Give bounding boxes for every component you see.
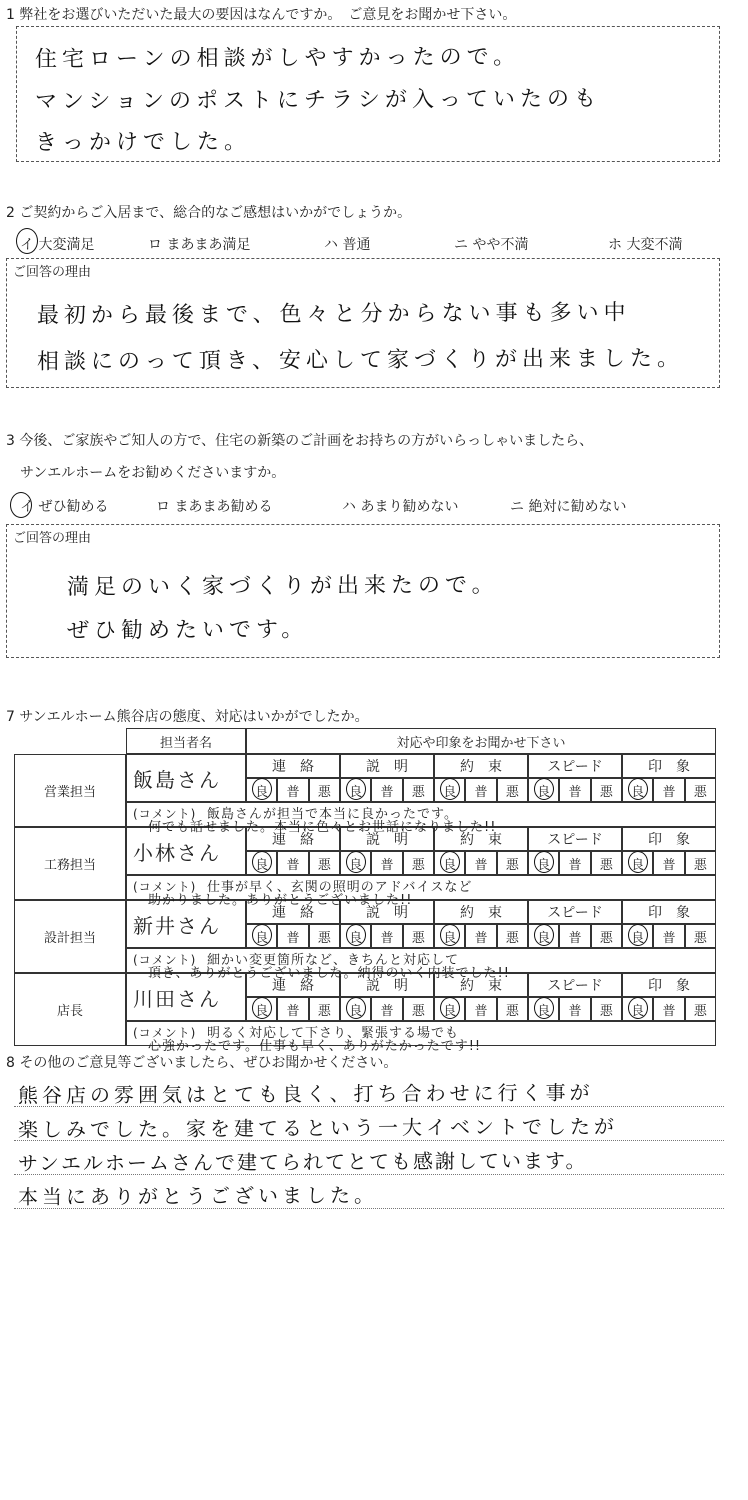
rating-cell[interactable]: 悪 bbox=[591, 924, 622, 948]
q3-question-line-2: サンエルホームをお勧めくださいますか。 bbox=[6, 465, 286, 481]
rating-cell[interactable]: 普 bbox=[559, 997, 590, 1021]
comment-label: (コメント) bbox=[133, 1026, 197, 1040]
q8-answer-line-2: 楽しみでした。家を建てるという一大イベントでしたが bbox=[17, 1114, 619, 1142]
q8-question: 8 その他のご意見等ございましたら、ぜひお聞かせください。 bbox=[6, 1055, 398, 1071]
q8-answer-line-3: サンエルホームさんで建てられてとても感謝しています。 bbox=[17, 1148, 588, 1176]
rating-cell[interactable]: 良 bbox=[340, 924, 371, 948]
q7-question: 7 サンエルホーム熊谷店の態度、対応はいかがでしたか。 bbox=[6, 709, 369, 725]
rating-cell[interactable]: 普 bbox=[559, 851, 590, 875]
rating-cell[interactable]: 良 bbox=[434, 778, 465, 802]
category-header: 説 明 bbox=[340, 973, 434, 997]
rating-cell[interactable]: 普 bbox=[277, 851, 308, 875]
rating-cell[interactable]: 普 bbox=[653, 997, 684, 1021]
comment-label: (コメント) bbox=[133, 807, 197, 821]
category-header: 連 絡 bbox=[246, 900, 340, 924]
q2-choice-5[interactable]: ホ 大変不満 bbox=[608, 237, 683, 253]
rating-cell[interactable]: 普 bbox=[465, 997, 496, 1021]
rating-cell[interactable]: 良 bbox=[434, 997, 465, 1021]
q3-answer-line-2: ぜひ勧めたいです。 bbox=[66, 617, 309, 644]
rating-cell[interactable]: 悪 bbox=[685, 924, 716, 948]
rating-cell[interactable]: 悪 bbox=[497, 924, 528, 948]
q1-answer-line-1: 住宅ローンの相談がしやすかったので。 bbox=[34, 44, 521, 73]
rating-cell[interactable]: 普 bbox=[465, 851, 496, 875]
rating-cell[interactable]: 悪 bbox=[685, 778, 716, 802]
rating-cell[interactable]: 良 bbox=[622, 997, 653, 1021]
category-header: スピード bbox=[528, 973, 622, 997]
comment-line-1: 飯島さんが担当で本当に良かったです。 bbox=[207, 807, 458, 822]
rating-cell[interactable]: 普 bbox=[371, 924, 402, 948]
q2-question: 2 ご契約からご入居まで、総合的なご感想はいかがでしょうか。 bbox=[6, 205, 412, 221]
comment-line-2: 心強かったです。仕事も早く、ありがたかったです!! bbox=[148, 1039, 482, 1054]
category-header: 連 絡 bbox=[246, 754, 340, 778]
category-header: 約 束 bbox=[434, 900, 528, 924]
rating-cell[interactable]: 悪 bbox=[497, 778, 528, 802]
rating-cell[interactable]: 良 bbox=[528, 997, 559, 1021]
q2-answer-line-1: 最初から最後まで、色々と分からない事も多い中 bbox=[36, 300, 631, 329]
rating-cell[interactable]: 良 bbox=[434, 924, 465, 948]
rating-cell[interactable]: 悪 bbox=[309, 778, 340, 802]
rating-cell[interactable]: 良 bbox=[622, 924, 653, 948]
person-cell: 飯島さん bbox=[126, 754, 246, 802]
q3-question-line-1: 3 今後、ご家族やご知人の方で、住宅の新築のご計画をお持ちの方がいらっしゃいましたら、 bbox=[6, 433, 594, 449]
person-cell: 新井さん bbox=[126, 900, 246, 948]
comment-label: (コメント) bbox=[133, 880, 197, 894]
q2-selected-circle bbox=[16, 228, 38, 254]
q8-answer-line-1: 熊谷店の雰囲気はとても良く、打ち合わせに行く事が bbox=[17, 1080, 594, 1108]
rating-cell[interactable]: 悪 bbox=[591, 778, 622, 802]
rating-cell[interactable]: 良 bbox=[246, 924, 277, 948]
q3-choice-1[interactable]: イ ぜひ勧める bbox=[20, 499, 109, 515]
rating-cell[interactable]: 悪 bbox=[497, 851, 528, 875]
role-cell: 店長 bbox=[14, 973, 126, 1046]
rating-cell[interactable]: 普 bbox=[653, 924, 684, 948]
q2-reason-box bbox=[6, 258, 720, 388]
rating-cell[interactable]: 悪 bbox=[403, 851, 434, 875]
q3-choice-2[interactable]: ロ まあまあ勧める bbox=[156, 499, 273, 515]
role-cell: 営業担当 bbox=[14, 754, 126, 827]
rating-cell[interactable]: 普 bbox=[371, 851, 402, 875]
q2-choice-4[interactable]: ニ やや不満 bbox=[454, 237, 529, 253]
rating-cell[interactable]: 普 bbox=[653, 778, 684, 802]
comment-line-2: 助かりました。ありがとうございました!! bbox=[148, 893, 413, 908]
rating-cell[interactable]: 普 bbox=[653, 851, 684, 875]
rating-cell[interactable]: 普 bbox=[465, 924, 496, 948]
q3-choice-3[interactable]: ハ あまり勧めない bbox=[342, 499, 459, 515]
role-cell: 設計担当 bbox=[14, 900, 126, 973]
rating-cell[interactable]: 普 bbox=[277, 924, 308, 948]
category-header: スピード bbox=[528, 754, 622, 778]
rating-cell[interactable]: 悪 bbox=[685, 851, 716, 875]
staff-evaluation-table bbox=[14, 728, 716, 1054]
category-header: 印 象 bbox=[622, 754, 716, 778]
q1-answer-line-2: マンションのポストにチラシが入っていたのも bbox=[34, 86, 602, 115]
role-cell: 工務担当 bbox=[14, 827, 126, 900]
rating-cell[interactable]: 良 bbox=[528, 778, 559, 802]
rating-cell[interactable]: 良 bbox=[340, 851, 371, 875]
q2-choices bbox=[18, 234, 718, 254]
rating-cell[interactable]: 悪 bbox=[309, 924, 340, 948]
rating-cell[interactable]: 悪 bbox=[403, 778, 434, 802]
rating-cell[interactable]: 悪 bbox=[309, 997, 340, 1021]
rating-cell[interactable]: 良 bbox=[246, 778, 277, 802]
category-header: 約 束 bbox=[434, 827, 528, 851]
header-impression: 対応や印象をお聞かせ下さい bbox=[246, 728, 716, 754]
q3-answer-line-1: 満足のいく家づくりが出来たので。 bbox=[66, 572, 499, 601]
rating-cell[interactable]: 良 bbox=[246, 851, 277, 875]
rating-cell[interactable]: 良 bbox=[340, 997, 371, 1021]
rating-cell[interactable]: 普 bbox=[371, 997, 402, 1021]
q8-answer-line-4: 本当にありがとうございました。 bbox=[17, 1183, 379, 1209]
rating-cell[interactable]: 普 bbox=[559, 924, 590, 948]
q2-choice-3[interactable]: ハ 普通 bbox=[324, 237, 371, 253]
category-header: スピード bbox=[528, 900, 622, 924]
rating-cell[interactable]: 良 bbox=[528, 924, 559, 948]
q8-answer-box bbox=[14, 1074, 724, 1210]
category-header: 連 絡 bbox=[246, 973, 340, 997]
rating-cell[interactable]: 悪 bbox=[497, 997, 528, 1021]
rating-cell[interactable]: 普 bbox=[277, 997, 308, 1021]
q3-choices bbox=[18, 496, 718, 516]
q1-answer-box bbox=[16, 26, 720, 162]
q3-selected-circle bbox=[10, 492, 32, 518]
comment-line-1: 仕事が早く、玄関の照明のアドバイスなど bbox=[207, 880, 473, 895]
rating-cell[interactable]: 悪 bbox=[403, 924, 434, 948]
q3-choice-4[interactable]: ニ 絶対に勧めない bbox=[510, 499, 627, 515]
category-header: 約 束 bbox=[434, 973, 528, 997]
rating-cell[interactable]: 悪 bbox=[403, 997, 434, 1021]
comment-line-1: 明るく対応して下さり、緊張する場でも bbox=[207, 1026, 460, 1041]
rating-cell[interactable]: 悪 bbox=[309, 851, 340, 875]
rating-cell[interactable]: 良 bbox=[246, 997, 277, 1021]
rating-cell[interactable]: 良 bbox=[528, 851, 559, 875]
category-header: 印 象 bbox=[622, 900, 716, 924]
q3-reason-label: ご回答の理由 bbox=[13, 531, 92, 546]
category-header: 説 明 bbox=[340, 900, 434, 924]
q2-reason-label: ご回答の理由 bbox=[13, 265, 92, 280]
category-header: 説 明 bbox=[340, 754, 434, 778]
q2-answer-line-2: 相談にのって頂き、安心して家づくりが出来ました。 bbox=[36, 346, 684, 375]
rating-cell[interactable]: 良 bbox=[434, 851, 465, 875]
header-person: 担当者名 bbox=[126, 728, 246, 754]
category-header: スピード bbox=[528, 827, 622, 851]
comment-line-2: 何でも話せました。本当に色々とお世話になりました!! bbox=[148, 820, 497, 835]
q3-reason-box bbox=[6, 524, 720, 658]
rating-cell[interactable]: 悪 bbox=[591, 851, 622, 875]
q2-choice-1[interactable]: イ 大変満足 bbox=[20, 237, 95, 253]
category-header: 印 象 bbox=[622, 827, 716, 851]
q2-choice-2[interactable]: ロ まあまあ満足 bbox=[148, 237, 251, 253]
category-header: 連 絡 bbox=[246, 827, 340, 851]
person-cell: 川田さん bbox=[126, 973, 246, 1021]
q1-question: 1 弊社をお選びいただいた最大の要因はなんですか。 ご意見をお聞かせ下さい。 bbox=[6, 7, 517, 23]
comment-label: (コメント) bbox=[133, 953, 197, 967]
comment-line-2: 頂き、ありがとうございました。納得のいく内装でした!! bbox=[148, 966, 510, 981]
rating-cell[interactable]: 悪 bbox=[591, 997, 622, 1021]
category-header: 約 束 bbox=[434, 754, 528, 778]
person-cell: 小林さん bbox=[126, 827, 246, 875]
rating-cell[interactable]: 普 bbox=[277, 778, 308, 802]
rating-cell[interactable]: 普 bbox=[371, 778, 402, 802]
rating-cell[interactable]: 悪 bbox=[685, 997, 716, 1021]
category-header: 説 明 bbox=[340, 827, 434, 851]
rating-cell[interactable]: 良 bbox=[622, 851, 653, 875]
rating-cell[interactable]: 良 bbox=[340, 778, 371, 802]
rating-cell[interactable]: 良 bbox=[622, 778, 653, 802]
category-header: 印 象 bbox=[622, 973, 716, 997]
rating-cell[interactable]: 普 bbox=[465, 778, 496, 802]
comment-line-1: 細かい変更箇所など、きちんと対応して bbox=[207, 953, 460, 968]
rating-cell[interactable]: 普 bbox=[559, 778, 590, 802]
q1-answer-line-3: きっかけでした。 bbox=[34, 129, 252, 156]
